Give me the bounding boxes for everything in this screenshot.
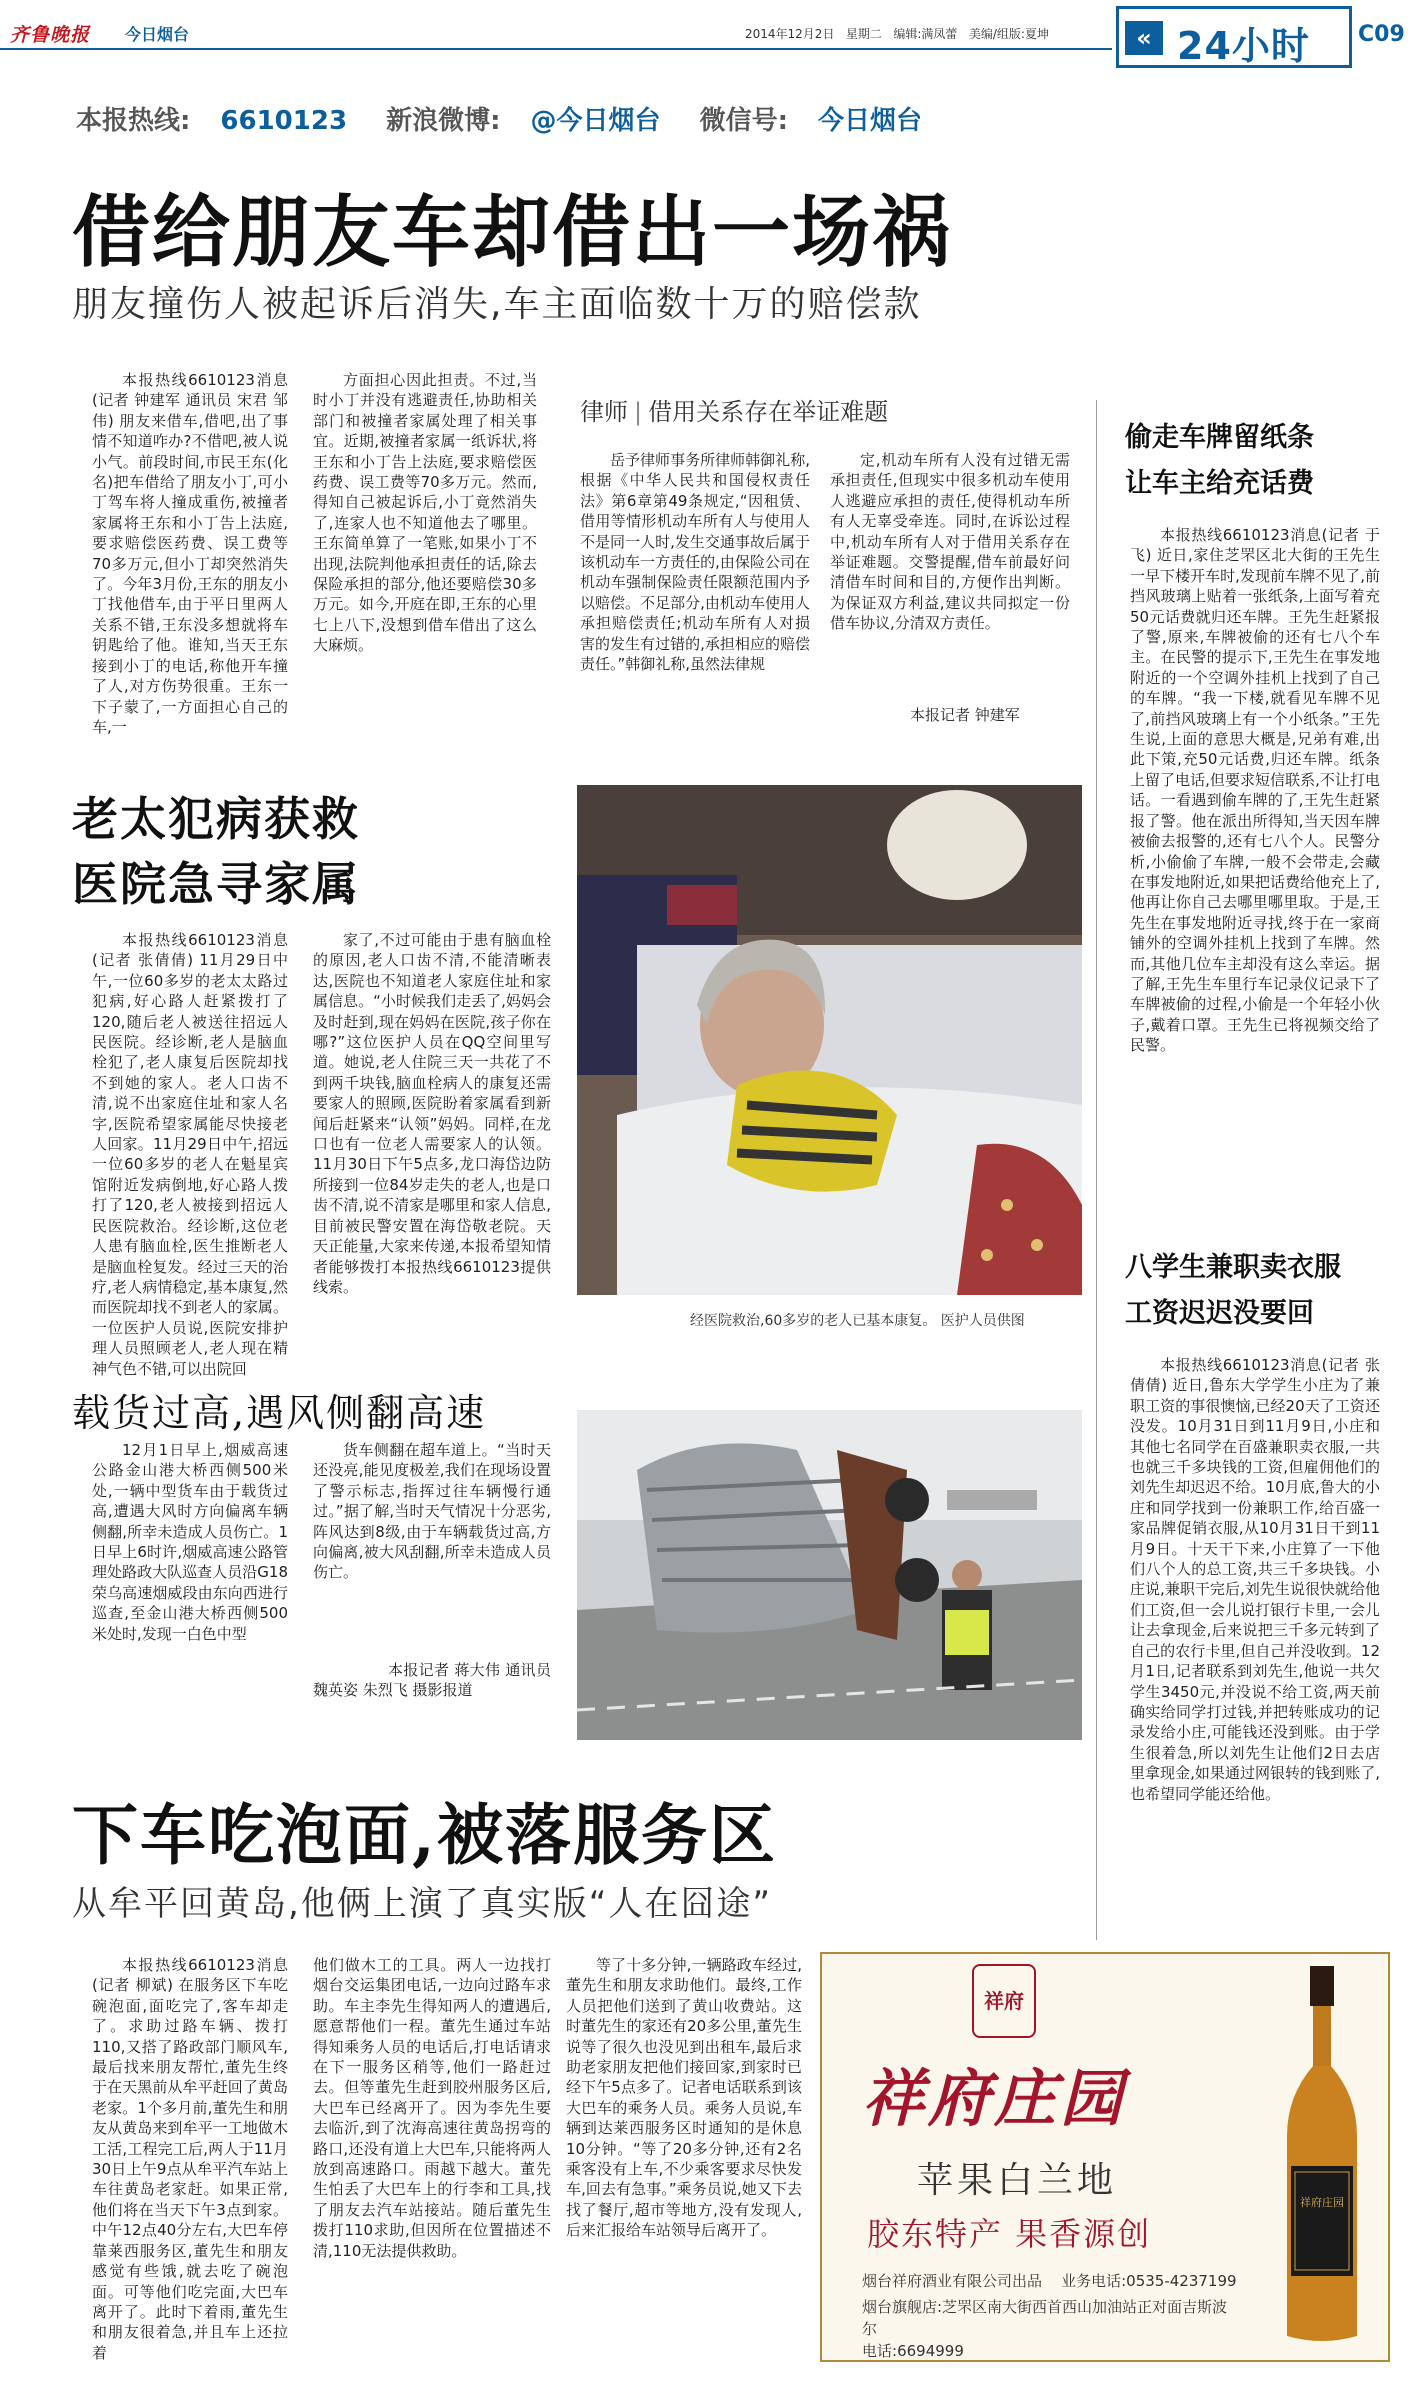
story1-column-1: 本报热线6610123消息(记者 钟建军 通讯员 宋君 邹伟) 朋友来借车,借吧,出了事情不知道咋办?不借吧,被人说小气。前段时间,市民王东(化名)把车借给了朋友小丁,可小丁驾车将人撞成重伤,被撞者家属将王东和小丁告上法庭,要求赔偿医药费、误工费等70多万元,但小丁却突然消失了。今年3月份,王东的朋友小丁找他借车,由于平日里两人关系不错,王东没多想就将车钥匙给了他。谁知,当天王东接到小丁的电话,称他开车撞了人,对方伤势很重。王东一下子蒙了,一方面担心自己的车,一	[92, 371, 288, 736]
story4-subheadline: 从牟平回黄岛,他俩上演了真实版“人在囧途”	[72, 1884, 773, 1924]
story1-column-4: 定,机动车所有人没有过错无需承担责任,但现实中很多机动车使用人逃避应承担的责任,使得机动车所有人无辜受牵连。同时,在诉讼过程中,机动车所有人对于借用关系存在举证难题。交警提醒,借车前最好问清借车时间和目的,方便作出判断。为保证双方利益,建议共同拟定一份借车协议,分清双方责任。	[830, 451, 1070, 633]
designer-credit: 美编/组版:夏坤	[968, 27, 1049, 41]
issue-weekday: 星期二	[845, 27, 882, 41]
brand-seal-logo: 祥府	[972, 1964, 1036, 2038]
wechat-label: 微信号:	[699, 106, 788, 136]
section-badge	[1116, 6, 1352, 68]
weibo-label: 新浪微博:	[386, 106, 501, 136]
story3-headline: 载货过高,遇风侧翻高速	[72, 1391, 487, 1435]
ad-company: 烟台祥府酒业有限公司出品	[862, 2272, 1043, 2290]
side1-headline-line2: 让车主给充话费	[1125, 468, 1314, 499]
ad-phone-label: 业务电话:	[1061, 2272, 1127, 2290]
story2-headline-line1: 老太犯病获救	[72, 792, 360, 846]
column-divider	[1096, 400, 1097, 1940]
story4-column-1: 本报热线6610123消息(记者 柳斌) 在服务区下车吃碗泡面,面吃完了,客车却走了。求助过路车辆、拨打110,又搭了路政部门顺风车,最后找来朋友帮忙,董先生终于在天黑前从牟平赶回了黄岛老家。1个多月前,董先生和朋友从黄岛来到牟平一工地做木工活,工程完工后,两人于11月30日上午9点从牟平汽车站上车往黄岛老家赶。如果正常,他们将在当天下午3点到家。中午12点40分左右,大巴车停靠莱西服务区,董先生和朋友感觉有些饿,就去吃了碗泡面。可等他们吃完面,大巴车离开了。此时下着雨,董先生和朋友很着急,并且车上还拉着	[92, 1956, 288, 2362]
story2-photo-elderly-woman	[577, 785, 1082, 1295]
story1-column-2: 方面担心因此担责。不过,当时小丁并没有逃避责任,协助相关部门和被撞者家属处理了相关事宜。近期,被撞者家属一纸诉状,将王东和小丁告上法庭,要求赔偿医药费、误工费等70多万元。然而,得知自己被起诉后,小丁竟然消失了,连家人也不知道他去了哪里。王东简单算了一笔账,如果小丁不出现,法院判他承担责任的话,除去保险承担的部分,他还要赔偿30多万元。如今,开庭在即,王东的心里七上八下,没想到借车借出了这么大麻烦。	[313, 371, 537, 655]
advertisement-brandy	[820, 1952, 1390, 2362]
ad-product-name: 苹果白兰地	[917, 2160, 1118, 2201]
story1-lawyer-subhead: 律师 | 借用关系存在举证难题	[580, 398, 889, 426]
ad-store-phone: 6694999	[897, 2342, 964, 2360]
side2-headline-line2: 工资迟迟没要回	[1125, 1298, 1314, 1329]
ad-slogan: 胶东特产 果香源创	[867, 2215, 1152, 2253]
ad-store-line	[862, 2296, 1242, 2362]
page-number: C09	[1358, 22, 1405, 47]
brandy-bottle-image	[1277, 1966, 1367, 2346]
side1-body: 本报热线6610123消息(记者 于飞) 近日,家住芝罘区北大街的王先生一早下楼开车时,发现前车牌不见了,前挡风玻璃上贴着一张纸条,上面写着充50元话费就归还车牌。王先生赶紧报了警,原来,车牌被偷的还有七八个车主。在民警的提示下,王先生在事发地附近的一个空调外挂机上找到了自己的车牌。“我一下楼,就看见车牌不见了,前挡风玻璃上有一个小纸条。”王先生说,上面的意思大概是,兄弟有难,出此下策,充50元话费,归还车牌。纸条上留了电话,但要求短信联系,不让打电话。一看遇到偷车牌的了,王先生赶紧报了警。他在派出所得知,当天因车牌被偷去报警的,还有七八个人。民警分析,小偷偷了车牌,一般不会带走,会藏在事发地附近,如果把话费给他充上了,他再让你自己去哪里哪里取。于是,王先生在事发地附近寻找,终于在一家商铺外的空调外挂机上找到了车牌。然而,其他几位车主却没有这么幸运。据了解,王先生车里行车记录仪记录下了车牌被偷的过程,小偷是一个年轻小伙子,戴着口罩。王先生已将视频交给了民警。	[1130, 526, 1380, 1055]
story2-column-2: 家了,不过可能由于患有脑血栓的原因,老人口齿不清,不能清晰表达,医院也不知道老人家庭住址和家属信息。“小时候我们走丢了,妈妈会及时赶到,现在妈妈在医院,孩子你在哪?”这位医护人员在QQ空间里写道。她说,老人住院三天一共花了不到两千块钱,脑血栓病人的康复还需要家人的照顾,医院盼着家属看到新闻后赶紧来“认领”妈妈。同样,在龙口也有一位老人需要家人的认领。11月30日下午5点多,龙口海岱边防所接到一位84岁走失的老人,也是口齿不清,说不清家是哪里和家人信息,目前被民警安置在海岱敬老院。天天正能量,大家来传递,本报希望知情者能够拨打本报热线6610123提供线索。	[313, 931, 551, 1296]
story2-headline-line2: 医院急寻家属	[72, 857, 360, 911]
side2-headline	[1125, 1245, 1385, 1337]
weibo-handle: @今日烟台	[530, 106, 661, 136]
ad-brand-name: 祥府庄园	[862, 2062, 1127, 2135]
hotline-number: 6610123	[220, 106, 348, 136]
story2-column-1: 本报热线6610123消息(记者 张倩倩) 11月29日中午,一位60多岁的老太太路过犯病,好心路人赶紧拨打了120,随后老人被送往招远人民医院。经诊断,老人是脑血栓犯了,老人康复后医院却找不到她的家人。老人口齿不清,说不出家庭住址和家人名字,医院希望家属能尽快接老人回家。11月29日中午,招远一位60多岁的老人在魁星宾馆附近发病倒地,好心路人拨打了120,老人被接到招远人民医院救治。经诊断,这位老人患有脑血栓,医生推断老人是脑血栓复发。经过三天的治疗,老人病情稳定,基本康复,然而医院却找不到老人的家属。一位医护人员说,医院安排护理人员照顾老人,老人现在精神气色不错,可以出院回	[92, 931, 288, 1378]
editor-credit: 编辑:满凤蕾	[893, 27, 958, 41]
side1-headline-line1: 偷走车牌留纸条	[1125, 422, 1314, 453]
story3-photo-overturned-truck	[577, 1410, 1082, 1740]
lawyer-title: 借用关系存在举证难题	[648, 398, 889, 426]
story4-column-2: 他们做木工的工具。两人一边找打烟台交运集团电话,一边向过路车求助。车主李先生得知两人的遭遇后,愿意帮他们一程。董先生通过车站得知乘务人员的电话后,打电话请求在下一服务区稍等,他们一路赶过去。但等董先生赶到胶州服务区后,大巴车已经离开了。因为李先生要去临沂,到了沈海高速往黄岛拐弯的路口,还没有道上大巴车,只能将两人放到高速路口。雨越下越大。董先生怕丢了大巴车上的行李和工具,找了朋友去汽车站接站。随后董先生拨打110求助,但因所在位置描述不清,110无法提供救助。	[313, 1956, 551, 2260]
story1-subheadline: 朋友撞伤人被起诉后消失,车主面临数十万的赔偿款	[72, 284, 922, 325]
story1-byline: 本报记者 钟建军	[910, 706, 1020, 724]
story3-column-2: 货车侧翻在超车道上。“当时天还没亮,能见度极差,我们在现场设置了警示标志,指挥过往车辆慢行通过。”据了解,当时天气情况十分恶劣,阵风达到8级,由于车辆载货过高,方向偏离,被大风刮翻,所幸未造成人员伤亡。	[313, 1441, 551, 1582]
hotline-bar	[76, 100, 952, 137]
story4-column-3: 等了十多分钟,一辆路政车经过,董先生和朋友求助他们。最终,工作人员把他们送到了黄山收费站。这时董先生的家还有20多公里,董先生说等了很久也没见到出租车,最后求助老家朋友把他们接回家,到家时已经下午5点多了。记者电话联系到该大巴车的乘务人员。乘务人员说,车辆到达莱西服务区时通知的是休息10分钟。“等了20多分钟,还有2名乘客没有上车,不少乘客要求尽快发车,回去有急事。”乘务员说,她又下去找了餐厅,超市等地方,没有发现人,后来汇报给车站领导后离开了。	[566, 1956, 802, 2240]
ad-store: 烟台旗舰店:芝罘区南大街西首西山加油站正对面吉斯波尔	[862, 2298, 1228, 2338]
story3-column-1: 12月1日早上,烟威高速公路金山港大桥西侧500米处,一辆中型货车由于载货过高,遭遇大风时方向偏离车辆侧翻,所幸未造成人员伤亡。1日早上6时许,烟威高速公路管理处路政大队巡查人员沿G18荣乌高速烟威段由东向西进行巡查,至金山港大桥西侧500米处时,发现一白色中型	[92, 1441, 288, 1643]
lawyer-label: 律师	[580, 398, 628, 426]
ad-phone: 0535-4237199	[1126, 2272, 1237, 2290]
side2-body: 本报热线6610123消息(记者 张倩倩) 近日,鲁东大学学生小庄为了兼职工资的事很懊恼,已经20天了工资还没发。10月31日到11月9日,小庄和其他七名同学在百盛兼职卖衣服,一共也就三千多块钱的工资,但雇佣他们的刘先生却迟迟不给。10月底,鲁大的小庄和同学找到一份兼职工作,给百盛一家品牌促销衣服,从10月31日干到11月9日。十天干下来,小庄算了一下他们八个人的总工资,共三千多块钱。小庄说,兼职干完后,刘先生说很快就给他们工资,但一会儿说打银行卡里,一会儿让去拿现金,后来说把三千多元转到了自己的农行卡里,但自己并没收到。12月1日,记者联系到刘先生,他说一共欠学生3450元,并没说不给工资,两天前确实给同学打过钱,并把转账成功的记录发给小庄,可能钱还没到账。由于学生很着急,所以刘先生让他们2日去店里拿现金,如果通过网银转的钱到账了,也希望同学能还给他。	[1130, 1356, 1380, 1803]
issue-date: 2014年12月2日	[745, 27, 835, 41]
story4-headline: 下车吃泡面,被落服务区	[72, 1796, 777, 1874]
side1-headline	[1125, 415, 1385, 507]
badge-label: 24小时	[1177, 24, 1310, 68]
story1-column-3: 岳予律师事务所律师韩御礼称,根据《中华人民共和国侵权责任法》第6章第49条规定,“因租赁、借用等情形机动车所有人与使用人不是同一人时,发生交通事故后属于该机动车一方责任的,由保险公司在机动车强制保险责任限额范围内予以赔偿。不足部分,由机动车使用人承担赔偿责任;机动车所有人对损害的发生有过错的,承担相应的赔偿责任。”韩御礼称,虽然法律规	[580, 451, 810, 674]
story1-headline: 借给朋友车却借出一场祸	[72, 187, 953, 278]
issue-meta	[745, 25, 1049, 42]
newspaper-logo: 齐鲁晚报	[10, 24, 91, 46]
ad-company-line	[862, 2270, 1237, 2291]
double-chevron-icon: «	[1125, 21, 1163, 55]
story3-byline: 本报记者 蒋大伟 通讯员 魏英姿 朱烈飞 摄影报道	[313, 1661, 551, 1700]
ad-store-phone-label: 电话:	[862, 2342, 898, 2360]
header-rule	[0, 48, 1112, 50]
wechat-id: 今日烟台	[818, 106, 923, 136]
hotline-label: 本报热线:	[76, 106, 191, 136]
side2-headline-line1: 八学生兼职卖衣服	[1125, 1252, 1341, 1283]
story2-photo-caption: 经医院救治,60多岁的老人已基本康复。 医护人员供图	[690, 1313, 1025, 1329]
bottle-label-text: 祥府庄园	[1300, 2196, 1344, 2209]
section-name: 今日烟台	[125, 25, 190, 44]
